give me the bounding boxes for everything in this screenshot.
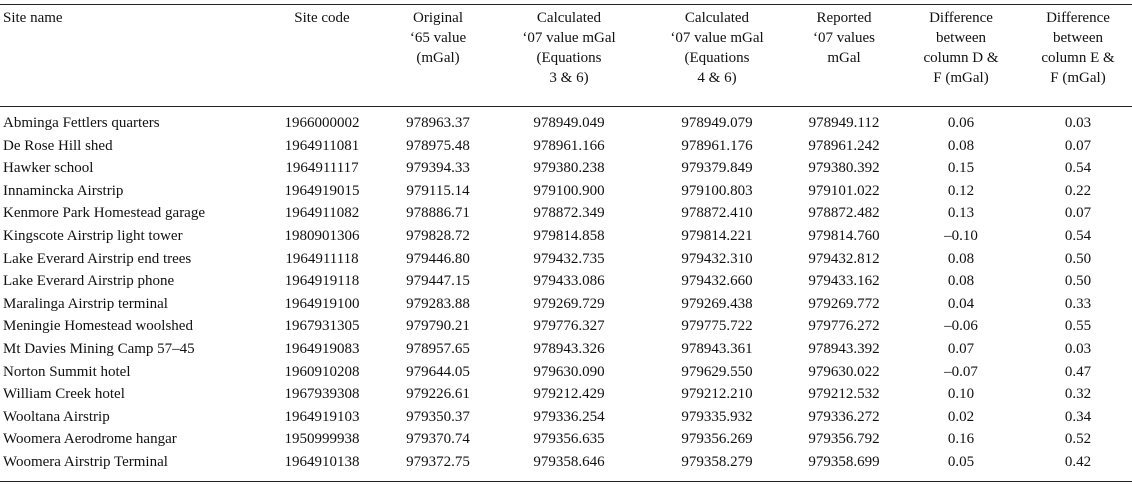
calculated-eq-4-6-cell: 979335.932 xyxy=(681,408,753,425)
reported-07-cell: 978961.242 xyxy=(808,137,880,154)
original-65-cell: 979446.80 xyxy=(406,250,470,267)
calculated-eq-3-6-cell: 979269.729 xyxy=(533,295,605,312)
site-code-cell: 1964911082 xyxy=(284,205,360,222)
reported-07-cell: 979814.760 xyxy=(808,227,880,244)
header-site-name: Site name xyxy=(3,10,63,26)
original-65-cell: 978963.37 xyxy=(406,115,470,131)
difference-d-f-cell: 0.07 xyxy=(947,340,975,357)
original-65-cell: 979828.72 xyxy=(406,227,470,244)
difference-e-f-cell: 0.54 xyxy=(1064,227,1092,244)
difference-d-f-cell: 0.08 xyxy=(947,250,975,267)
table-row xyxy=(0,428,1132,451)
site-name-cell: Lake Everard Airstrip end trees xyxy=(3,250,192,267)
site-name-cell: Wooltana Airstrip xyxy=(3,408,110,425)
site-code-cell: 1964910138 xyxy=(284,453,360,470)
bottom-rule xyxy=(0,481,1132,482)
site-code-cell: 1964919118 xyxy=(284,273,360,290)
site-code-cell: 1964919100 xyxy=(284,295,360,312)
difference-e-f-cell: 0.55 xyxy=(1064,318,1092,335)
site-name-cell: Kenmore Park Homestead garage xyxy=(3,205,206,222)
difference-e-f-cell: 0.07 xyxy=(1064,137,1092,154)
reported-07-cell: 979358.699 xyxy=(808,453,880,470)
site-code-cell: 1950999938 xyxy=(284,431,360,448)
original-65-cell: 979447.15 xyxy=(406,273,470,290)
original-65-cell: 979790.21 xyxy=(406,318,470,335)
calculated-eq-3-6-cell: 979212.429 xyxy=(533,386,605,403)
calculated-eq-3-6-cell: 979358.646 xyxy=(533,453,605,470)
calculated-eq-4-6-cell: 979269.438 xyxy=(681,295,753,312)
original-65-cell: 979372.75 xyxy=(406,453,470,470)
calculated-eq-4-6-cell: 979356.269 xyxy=(681,431,753,448)
table-row xyxy=(0,135,1132,158)
calculated-eq-3-6-cell: 978872.349 xyxy=(533,205,605,222)
calculated-eq-4-6-cell: 978943.361 xyxy=(681,340,753,357)
calculated-eq-3-6-cell: 979336.254 xyxy=(533,408,605,425)
site-name-cell: Hawker school xyxy=(3,160,94,177)
site-code-cell: 1964919083 xyxy=(284,340,360,357)
original-65-cell: 978886.71 xyxy=(406,205,470,222)
site-code-cell: 1980901306 xyxy=(284,227,360,244)
calculated-eq-4-6-cell: 979100.803 xyxy=(681,182,753,199)
calculated-eq-3-6-cell: 978949.049 xyxy=(533,115,605,131)
site-name-cell: Meningie Homestead woolshed xyxy=(3,318,193,335)
table-row xyxy=(0,338,1132,361)
difference-d-f-cell: 0.15 xyxy=(947,160,975,177)
reported-07-cell: 978943.392 xyxy=(808,340,880,357)
difference-d-f-cell: 0.13 xyxy=(947,205,975,222)
site-name-cell: Woomera Aerodrome hangar xyxy=(3,431,177,448)
table-row xyxy=(0,293,1132,316)
calculated-eq-3-6-cell: 979630.090 xyxy=(533,363,605,380)
difference-e-f-cell: 0.33 xyxy=(1064,295,1092,312)
site-name-cell: William Creek hotel xyxy=(3,386,125,403)
calculated-eq-3-6-cell: 979100.900 xyxy=(533,182,605,199)
original-65-cell: 978957.65 xyxy=(406,340,470,357)
site-name-cell: Mt Davies Mining Camp 57–45 xyxy=(3,340,195,357)
table-row xyxy=(0,361,1132,384)
difference-e-f-cell: 0.54 xyxy=(1064,160,1092,177)
difference-e-f-cell: 0.47 xyxy=(1064,363,1092,380)
table-row xyxy=(0,315,1132,338)
site-code-cell: 1967931305 xyxy=(284,318,360,335)
calculated-eq-3-6-cell: 979432.735 xyxy=(533,250,605,267)
calculated-eq-3-6-cell: 978961.166 xyxy=(533,137,605,154)
difference-e-f-cell: 0.34 xyxy=(1064,408,1092,425)
reported-07-cell: 979101.022 xyxy=(808,182,880,199)
difference-d-f-cell: –0.07 xyxy=(944,363,978,380)
calculated-eq-4-6-cell: 978949.079 xyxy=(681,115,753,131)
calculated-eq-4-6-cell: 979814.221 xyxy=(681,227,753,244)
table-row xyxy=(0,248,1132,271)
difference-e-f-cell: 0.42 xyxy=(1064,453,1092,470)
reported-07-cell: 978949.112 xyxy=(808,115,880,131)
calculated-eq-4-6-cell: 978961.176 xyxy=(681,137,753,154)
original-65-cell: 978975.48 xyxy=(406,137,470,154)
difference-e-f-cell: 0.50 xyxy=(1064,273,1092,290)
header-site-code: Site code xyxy=(294,10,350,26)
original-65-cell: 979283.88 xyxy=(406,295,470,312)
site-code-cell: 1964911118 xyxy=(285,250,359,267)
site-name-cell: Kingscote Airstrip light tower xyxy=(3,227,183,244)
table-row xyxy=(0,383,1132,406)
calculated-eq-4-6-cell: 979432.310 xyxy=(681,250,753,267)
site-name-cell: Norton Summit hotel xyxy=(3,363,131,380)
site-code-cell: 1967939308 xyxy=(284,386,360,403)
table-row xyxy=(0,451,1132,474)
table-row xyxy=(0,157,1132,180)
calculated-eq-4-6-cell: 978872.410 xyxy=(681,205,753,222)
site-name-cell: De Rose Hill shed xyxy=(3,137,113,154)
table-row xyxy=(0,202,1132,225)
reported-07-cell: 978872.482 xyxy=(808,205,880,222)
difference-e-f-cell: 0.22 xyxy=(1064,182,1092,199)
calculated-eq-3-6-cell: 979814.858 xyxy=(533,227,605,244)
calculated-eq-3-6-cell: 979433.086 xyxy=(533,273,605,290)
reported-07-cell: 979432.812 xyxy=(808,250,880,267)
site-code-cell: 1964911117 xyxy=(285,160,359,177)
site-name-cell: Innamincka Airstrip xyxy=(3,182,124,199)
difference-d-f-cell: 0.10 xyxy=(947,386,975,403)
calculated-eq-4-6-cell: 979629.550 xyxy=(681,363,753,380)
table-header xyxy=(0,0,1132,106)
original-65-cell: 979226.61 xyxy=(406,386,470,403)
site-code-cell: 1966000002 xyxy=(284,115,360,131)
original-65-cell: 979644.05 xyxy=(406,363,470,380)
difference-d-f-cell: 0.12 xyxy=(947,182,975,199)
reported-07-cell: 979776.272 xyxy=(808,318,880,335)
site-name-cell: Abminga Fettlers quarters xyxy=(3,115,160,131)
reported-07-cell: 979336.272 xyxy=(808,408,880,425)
site-name-cell: Maralinga Airstrip terminal xyxy=(3,295,168,312)
header-calculated-07-eq-3-6: Calculated ‘07 value mGal (Equations 3 & 6) xyxy=(522,10,616,86)
reported-07-cell: 979269.772 xyxy=(808,295,880,312)
calculated-eq-3-6-cell: 979380.238 xyxy=(533,160,605,177)
site-name-cell: Woomera Airstrip Terminal xyxy=(3,453,168,470)
header-original-65-value: Original ‘65 value (mGal) xyxy=(409,10,467,66)
difference-d-f-cell: 0.08 xyxy=(947,273,975,290)
difference-d-f-cell: 0.08 xyxy=(947,137,975,154)
difference-e-f-cell: 0.50 xyxy=(1064,250,1092,267)
reported-07-cell: 979212.532 xyxy=(808,386,880,403)
calculated-eq-4-6-cell: 979379.849 xyxy=(681,160,753,177)
table-row xyxy=(0,225,1132,248)
original-65-cell: 979370.74 xyxy=(406,431,470,448)
original-65-cell: 979115.14 xyxy=(406,182,470,199)
header-difference-e-f: Difference between column E & F (mGal) xyxy=(1041,10,1115,86)
difference-e-f-cell: 0.07 xyxy=(1064,205,1092,222)
site-name-cell: Lake Everard Airstrip phone xyxy=(3,273,175,290)
table-row xyxy=(0,270,1132,293)
original-65-cell: 979394.33 xyxy=(406,160,470,177)
calculated-eq-4-6-cell: 979358.279 xyxy=(681,453,753,470)
header-reported-07-values: Reported ‘07 values mGal xyxy=(812,10,876,66)
calculated-eq-3-6-cell: 979356.635 xyxy=(533,431,605,448)
original-65-cell: 979350.37 xyxy=(406,408,470,425)
difference-d-f-cell: 0.05 xyxy=(947,453,975,470)
difference-d-f-cell: 0.06 xyxy=(947,115,975,131)
table-body xyxy=(0,106,1132,474)
difference-d-f-cell: 0.04 xyxy=(947,295,975,312)
site-code-cell: 1964911081 xyxy=(284,137,360,154)
difference-e-f-cell: 0.03 xyxy=(1064,115,1092,131)
site-code-cell: 1964919103 xyxy=(284,408,360,425)
header-difference-d-f: Difference between column D & F (mGal) xyxy=(923,10,999,86)
difference-d-f-cell: 0.02 xyxy=(947,408,975,425)
reported-07-cell: 979380.392 xyxy=(808,160,880,177)
table-row xyxy=(0,406,1132,429)
calculated-eq-4-6-cell: 979775.722 xyxy=(681,318,753,335)
difference-d-f-cell: 0.16 xyxy=(947,431,975,448)
reported-07-cell: 979630.022 xyxy=(808,363,880,380)
header-calculated-07-eq-4-6: Calculated ‘07 value mGal (Equations 4 & 6) xyxy=(670,10,764,86)
table-row xyxy=(0,180,1132,203)
calculated-eq-3-6-cell: 979776.327 xyxy=(533,318,605,335)
reported-07-cell: 979433.162 xyxy=(808,273,880,290)
calculated-eq-4-6-cell: 979212.210 xyxy=(681,386,753,403)
reported-07-cell: 979356.792 xyxy=(808,431,880,448)
difference-e-f-cell: 0.32 xyxy=(1064,386,1092,403)
difference-e-f-cell: 0.03 xyxy=(1064,340,1092,357)
site-code-cell: 1964919015 xyxy=(284,182,360,199)
calculated-eq-3-6-cell: 978943.326 xyxy=(533,340,605,357)
difference-d-f-cell: –0.10 xyxy=(944,227,978,244)
difference-d-f-cell: –0.06 xyxy=(944,318,978,335)
calculated-eq-4-6-cell: 979432.660 xyxy=(681,273,753,290)
site-code-cell: 1960910208 xyxy=(284,363,360,380)
table-row xyxy=(0,106,1132,135)
difference-e-f-cell: 0.52 xyxy=(1064,431,1092,448)
